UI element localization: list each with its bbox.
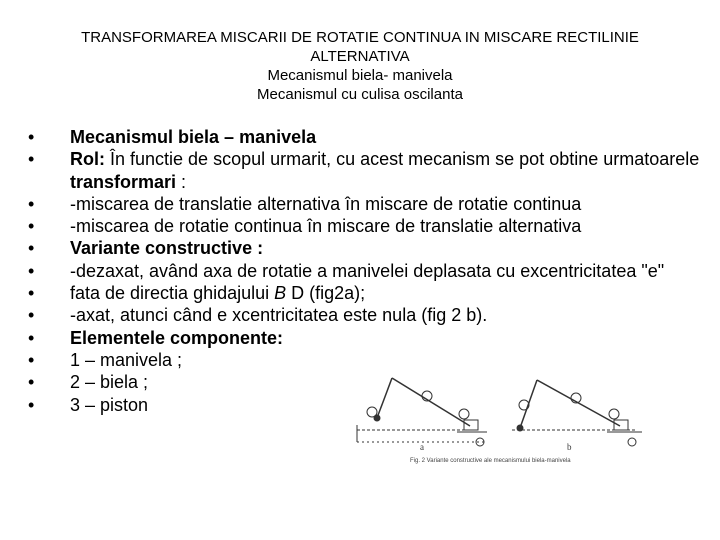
bullet-icon: • [28,283,35,304]
figure-label-a: a [420,442,424,452]
list-item [24,304,704,326]
list-item [24,327,704,349]
bullet-text: 2 – biela ; [70,372,149,393]
bullet-icon: • [28,127,35,147]
bullet-text: -miscarea de translatie alternativa în miscare de rotatie continua [70,193,582,214]
bullet-text: : [176,171,187,192]
figure-caption: Fig. 2 Variante constructive ale mecanismului biela-manivela [410,458,571,464]
mechanism-figure [352,370,647,475]
list-item [24,349,704,371]
bullet-icon: • [28,238,35,259]
bullet-text: -axat, atunci când e xcentricitatea este nula (fig 2 b). [70,305,488,326]
bullet-icon: • [28,305,35,326]
bullet-text-italic: B [274,283,287,304]
list-item [24,237,704,259]
bullet-icon: • [28,193,35,214]
bullet-text-bold: Rol: [70,149,105,170]
bullet-text: -dezaxat, având axa de rotatie a manivelei deplasata cu excentricitatea "e" [70,260,665,281]
list-item [24,215,704,237]
bullet-icon: • [28,372,35,393]
figure-label-b: b [567,442,572,452]
bullet-text: fata de directia ghidajului [70,283,275,304]
bullet-icon: • [28,349,35,370]
bullet-icon: • [28,260,35,281]
bullet-text: 3 – piston [70,394,149,415]
title-line-1: TRANSFORMAREA MISCARII DE ROTATIE CONTINUA IN MISCARE RECTILINIE [81,29,639,46]
bullet-text: 1 – manivela ; [70,349,183,370]
bullet-text: Mecanismul biela – manivela [70,127,317,147]
list-item [24,282,704,304]
bullet-icon: • [28,394,35,415]
bullet-text-bold: transformari [70,171,177,192]
list-item [24,260,704,282]
bullet-icon: • [28,149,35,170]
bullet-icon: • [28,327,35,348]
title-line-2: ALTERNATIVA [310,48,410,65]
slide-title [40,28,680,104]
bullet-text: În functie de scopul urmarit, cu acest mecanism se pot obtine urmatoarele [105,149,700,170]
bullet-text: Elementele componente: [70,327,284,348]
list-item [24,126,704,148]
bullet-text: D (fig2a); [286,283,366,304]
title-line-4: Mecanismul cu culisa oscilanta [257,86,463,103]
list-item [24,193,704,215]
title-line-3: Mecanismul biela- manivela [267,67,453,84]
bullet-text: Variante constructive : [70,238,264,259]
bullet-text: -miscarea de rotatie continua în miscare de translatie alternativa [70,216,582,237]
bullet-icon: • [28,216,35,237]
list-item [24,148,704,193]
